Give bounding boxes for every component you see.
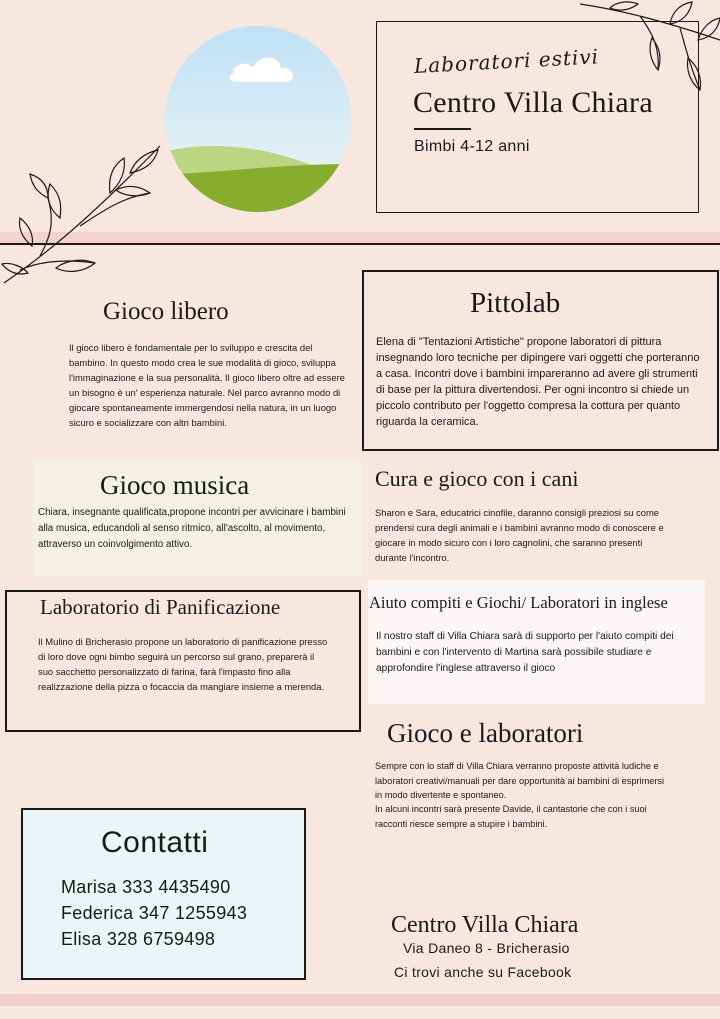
section-title-gioco-musica: Gioco musica — [100, 470, 250, 500]
contact-elisa: Elisa 328 6759498 — [61, 929, 216, 949]
landscape-circle-illustration — [163, 24, 353, 214]
section-title-gioco-libero: Gioco libero — [103, 298, 229, 325]
footer-address: Via Daneo 8 - Bricherasio — [403, 940, 570, 956]
footer-facebook: Ci trovi anche su Facebook — [394, 964, 572, 980]
contact-marisa: Marisa 333 4435490 — [61, 877, 231, 897]
section-text-gioco-laboratori-1: Sempre con lo staff di Villa Chiara verranno proposte attività ludiche e laboratori creativi/manuali per dare opportunità ai bambini di esprimersi in modo divertente e spontaneo. — [375, 761, 665, 800]
section-text-gioco-musica: Chiara, insegnante qualificata,propone incontri per avvicinare i bambini alla musica, educandoli al senso ritmico, all'ascolto, al movimento, attraverso un coinvolgimento attivo. — [38, 507, 346, 550]
footer-name: Centro Villa Chiara — [391, 912, 579, 938]
header-age: Bimbi 4-12 anni — [414, 138, 530, 155]
section-text-gioco-libero: Il gioco libero è fondamentale per lo sviluppo e crescita del bambino. In questo modo crea le sue modalità di gioco, sviluppa l'immaginazione e la sua personalità. Il gioco libero oltre ad essere un bisogno è un' esperienza naturale. Nel parco avranno modo di giocare spontaneamente immergendosi nella natura, in un luogo sicuro e socializzare con altri bambini. — [69, 342, 345, 428]
section-text-pittolab: Elena di "Tentazioni Artistiche" propone laboratori di pittura insegnando loro tecniche per dipingere vari oggetti che porteranno a casa. Incontri dove i bambini impareranno ad avere gli strumenti di base per la pittura divertendosi. Per ogni incontro si chiede un piccolo contributo per l'oggetto compresa la cottura per quanto riguarda la ceramica. — [376, 336, 700, 428]
section-title-gioco-laboratori: Gioco e laboratori — [387, 718, 584, 748]
contacts-title: Contatti — [101, 826, 209, 859]
section-text-compiti: Il nostro staff di Villa Chiara sarà di supporto per l'aiuto compiti dei bambini e con l'intervento di Martina sarà possibile studiare e approfondire l'inglese attraverso il gioco — [376, 631, 674, 674]
section-text-gioco-laboratori-2: In alcuni incontri sarà presente Davide, il cantastorie che con i suoi racconti riesce sempre a stupire i bambini. — [375, 804, 647, 829]
section-title-cani: Cura e gioco con i cani — [375, 466, 579, 491]
section-title-panificazione: Laboratorio di Panificazione — [40, 595, 281, 619]
section-text-cani: Sharon e Sara, educatrici cinofile, daranno consigli preziosi su come prendersi cura degli animali e i bambini avranno modo di conoscere e giocare in modo sicuro con i loro cagnolini, che saranno presenti durante l'incontro. — [375, 507, 664, 563]
header-script-title: Laboratori estivi — [413, 44, 600, 78]
section-title-pittolab: Pittolab — [470, 287, 561, 319]
header-underline — [414, 128, 471, 130]
header-title: Centro Villa Chiara — [413, 86, 653, 119]
section-title-compiti: Aiuto compiti e Giochi/ Laboratori in inglese — [369, 593, 668, 612]
section-text-panificazione: Il Mulino di Bricherasio propone un laboratorio di panificazione presso di loro dove ogni bimbo seguirà un percorso sul grano, preparerà il suo sacchetto personalizzato di farina, farà l'impasto fino alla realizzazione della pizza o focaccia da mangiare insieme a merenda. — [38, 636, 328, 692]
contact-federica: Federica 347 1255943 — [61, 903, 248, 923]
branch-left-decoration — [0, 138, 170, 288]
bottom-pink-band — [0, 994, 720, 1006]
